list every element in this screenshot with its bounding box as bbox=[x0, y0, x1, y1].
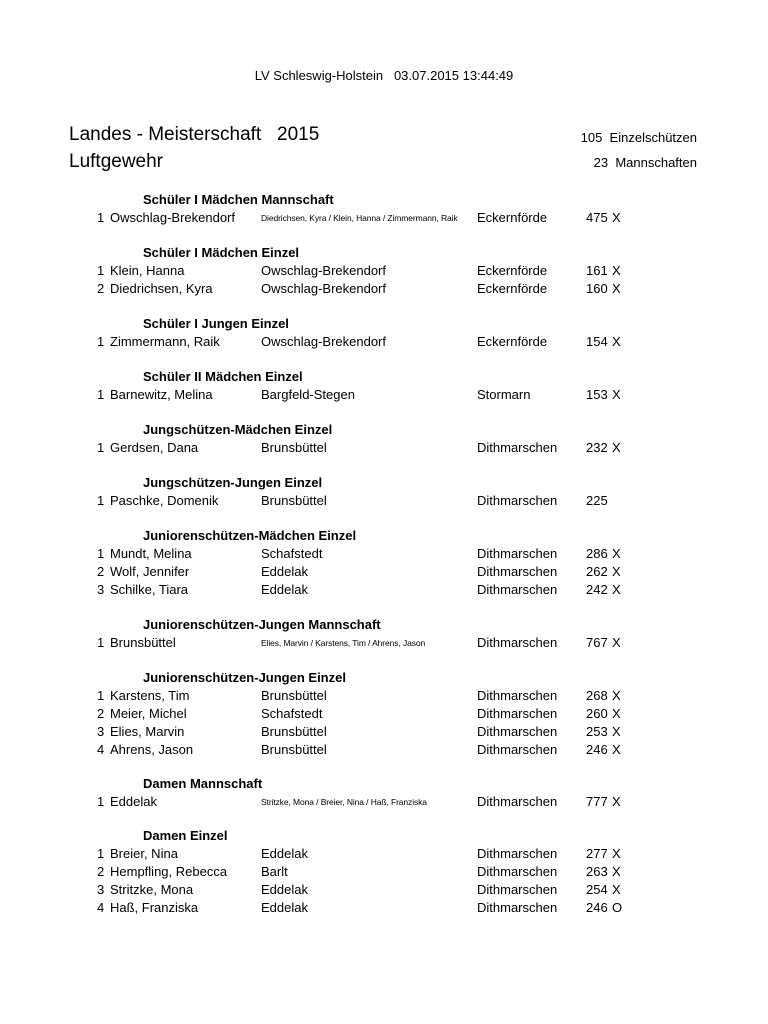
club: Owschlag-Brekendorf bbox=[261, 334, 386, 349]
mark: X bbox=[612, 724, 621, 739]
result-row bbox=[0, 900, 768, 918]
score: 160 bbox=[586, 281, 608, 296]
result-row bbox=[0, 794, 768, 812]
result-row bbox=[0, 493, 768, 511]
name: Zimmermann, Raik bbox=[110, 334, 220, 349]
club: Owschlag-Brekendorf bbox=[261, 263, 386, 278]
mark: X bbox=[612, 281, 621, 296]
result-row bbox=[0, 846, 768, 864]
section-heading: Schüler I Jungen Einzel bbox=[143, 316, 289, 331]
rank: 2 bbox=[97, 564, 105, 579]
rank: 4 bbox=[97, 900, 105, 915]
score: 475 bbox=[586, 210, 608, 225]
club: Brunsbüttel bbox=[261, 440, 327, 455]
mark: X bbox=[612, 794, 621, 809]
result-row bbox=[0, 582, 768, 600]
club: Barlt bbox=[261, 864, 288, 879]
score: 253 bbox=[586, 724, 608, 739]
section-heading: Juniorenschützen-Jungen Mannschaft bbox=[143, 617, 381, 632]
region: Dithmarschen bbox=[477, 546, 558, 561]
mark: O bbox=[612, 900, 623, 915]
rank: 1 bbox=[97, 493, 105, 508]
section-heading: Damen Mannschaft bbox=[143, 776, 263, 791]
score: 262 bbox=[586, 564, 608, 579]
rank: 2 bbox=[97, 281, 105, 296]
mark: X bbox=[612, 846, 621, 861]
score: 268 bbox=[586, 688, 608, 703]
name: Hempfling, Rebecca bbox=[110, 864, 228, 879]
score: 263 bbox=[586, 864, 608, 879]
name: Elies, Marvin bbox=[110, 724, 185, 739]
score: 246 bbox=[586, 742, 608, 757]
section-heading: Schüler I Mädchen Mannschaft bbox=[143, 192, 334, 207]
mark: X bbox=[612, 635, 621, 650]
result-row bbox=[0, 688, 768, 706]
result-row bbox=[0, 742, 768, 760]
result-row bbox=[0, 387, 768, 405]
region: Dithmarschen bbox=[477, 864, 558, 879]
rank: 1 bbox=[97, 635, 105, 650]
mark: X bbox=[612, 334, 621, 349]
mark: X bbox=[612, 882, 621, 897]
rank: 3 bbox=[97, 882, 105, 897]
club: Eddelak bbox=[261, 900, 308, 915]
region: Dithmarschen bbox=[477, 900, 558, 915]
result-row bbox=[0, 440, 768, 458]
result-row bbox=[0, 564, 768, 582]
name: Stritzke, Mona bbox=[110, 882, 194, 897]
region: Eckernförde bbox=[477, 281, 548, 296]
team-members: Elies, Marvin / Karstens, Tim / Ahrens, Jason bbox=[261, 638, 426, 648]
name: Gerdsen, Dana bbox=[110, 440, 199, 455]
name: Meier, Michel bbox=[110, 706, 187, 721]
result-row bbox=[0, 864, 768, 882]
rank: 1 bbox=[97, 334, 105, 349]
region: Dithmarschen bbox=[477, 688, 558, 703]
score: 242 bbox=[586, 582, 608, 597]
club: Brunsbüttel bbox=[261, 688, 327, 703]
result-row bbox=[0, 706, 768, 724]
mark: X bbox=[612, 210, 621, 225]
region: Dithmarschen bbox=[477, 493, 558, 508]
name: Paschke, Domenik bbox=[110, 493, 219, 508]
rank: 4 bbox=[97, 742, 105, 757]
rank: 2 bbox=[97, 864, 105, 879]
result-row bbox=[0, 210, 768, 228]
club: Brunsbüttel bbox=[261, 724, 327, 739]
region: Eckernförde bbox=[477, 263, 548, 278]
region: Dithmarschen bbox=[477, 706, 558, 721]
result-row bbox=[0, 546, 768, 564]
score: 232 bbox=[586, 440, 608, 455]
rank: 2 bbox=[97, 706, 105, 721]
report-date: 03.07.2015 bbox=[393, 68, 460, 83]
mark: X bbox=[612, 742, 621, 757]
mark: X bbox=[612, 546, 621, 561]
section-heading: Schüler I Mädchen Einzel bbox=[143, 245, 300, 260]
result-row bbox=[0, 281, 768, 299]
region: Dithmarschen bbox=[477, 846, 558, 861]
mark: X bbox=[612, 706, 621, 721]
score: 260 bbox=[586, 706, 608, 721]
name: Brunsbüttel bbox=[110, 635, 176, 650]
mark: X bbox=[612, 564, 621, 579]
name: Schilke, Tiara bbox=[110, 582, 189, 597]
result-row bbox=[0, 724, 768, 742]
score: 225 bbox=[586, 493, 608, 508]
club: Owschlag-Brekendorf bbox=[261, 281, 386, 296]
name: Owschlag-Brekendorf bbox=[110, 210, 235, 225]
section-heading: Jungschützen-Jungen Einzel bbox=[143, 475, 323, 490]
rank: 1 bbox=[97, 688, 105, 703]
rank: 1 bbox=[97, 794, 105, 809]
discipline-title: Luftgewehr bbox=[69, 151, 164, 172]
team-members: Diedrichsen, Kyra / Klein, Hanna / Zimmermann, Raik bbox=[261, 213, 458, 223]
club: Eddelak bbox=[261, 582, 308, 597]
score: 153 bbox=[586, 387, 608, 402]
club: Schafstedt bbox=[261, 706, 323, 721]
name: Breier, Nina bbox=[110, 846, 178, 861]
team-members: Stritzke, Mona / Breier, Nina / Haß, Franziska bbox=[261, 797, 427, 807]
section-heading: Jungschützen-Mädchen Einzel bbox=[143, 422, 333, 437]
name: Mundt, Melina bbox=[110, 546, 192, 561]
name: Klein, Hanna bbox=[110, 263, 185, 278]
name: Ahrens, Jason bbox=[110, 742, 194, 757]
club: Eddelak bbox=[261, 564, 308, 579]
score: 254 bbox=[586, 882, 608, 897]
club: Brunsbüttel bbox=[261, 493, 327, 508]
section-heading: Schüler II Mädchen Einzel bbox=[143, 369, 303, 384]
section-heading: Juniorenschützen-Mädchen Einzel bbox=[143, 528, 357, 543]
region: Eckernförde bbox=[477, 334, 548, 349]
rank: 3 bbox=[97, 582, 105, 597]
organization-name: LV Schleswig-Holstein bbox=[254, 68, 384, 83]
section-heading: Damen Einzel bbox=[143, 828, 228, 843]
championship-title: Landes - Meisterschaft 2015 bbox=[69, 124, 320, 145]
rank: 1 bbox=[97, 440, 105, 455]
region: Dithmarschen bbox=[477, 882, 558, 897]
club: Bargfeld-Stegen bbox=[261, 387, 355, 402]
result-row bbox=[0, 334, 768, 352]
region: Dithmarschen bbox=[477, 742, 558, 757]
name: Diedrichsen, Kyra bbox=[110, 281, 213, 296]
result-row bbox=[0, 263, 768, 281]
rank: 1 bbox=[97, 210, 105, 225]
score: 767 bbox=[586, 635, 608, 650]
individuals-count: 105 Einzelschützen bbox=[580, 130, 697, 145]
report-time: 13:44:49 bbox=[462, 68, 514, 83]
name: Barnewitz, Melina bbox=[110, 387, 213, 402]
region: Dithmarschen bbox=[477, 635, 558, 650]
section-heading: Juniorenschützen-Jungen Einzel bbox=[143, 670, 346, 685]
mark: X bbox=[612, 864, 621, 879]
rank: 1 bbox=[97, 263, 105, 278]
region: Dithmarschen bbox=[477, 440, 558, 455]
mark: X bbox=[612, 688, 621, 703]
club: Schafstedt bbox=[261, 546, 323, 561]
score: 286 bbox=[586, 546, 608, 561]
result-row bbox=[0, 635, 768, 653]
club: Brunsbüttel bbox=[261, 742, 327, 757]
region: Eckernförde bbox=[477, 210, 548, 225]
name: Karstens, Tim bbox=[110, 688, 190, 703]
score: 161 bbox=[586, 263, 608, 278]
mark: X bbox=[612, 387, 621, 402]
rank: 1 bbox=[97, 546, 105, 561]
rank: 1 bbox=[97, 387, 105, 402]
rank: 1 bbox=[97, 846, 105, 861]
teams-count: 23 Mannschaften bbox=[593, 155, 697, 170]
score: 154 bbox=[586, 334, 608, 349]
score: 246 bbox=[586, 900, 608, 915]
mark: X bbox=[612, 440, 621, 455]
region: Dithmarschen bbox=[477, 724, 558, 739]
club: Eddelak bbox=[261, 846, 308, 861]
region: Dithmarschen bbox=[477, 794, 558, 809]
region: Dithmarschen bbox=[477, 564, 558, 579]
name: Wolf, Jennifer bbox=[110, 564, 190, 579]
result-row bbox=[0, 882, 768, 900]
name: Eddelak bbox=[110, 794, 157, 809]
region: Dithmarschen bbox=[477, 582, 558, 597]
region: Stormarn bbox=[477, 387, 531, 402]
mark: X bbox=[612, 263, 621, 278]
mark: X bbox=[612, 582, 621, 597]
score: 777 bbox=[586, 794, 608, 809]
score: 277 bbox=[586, 846, 608, 861]
rank: 3 bbox=[97, 724, 105, 739]
club: Eddelak bbox=[261, 882, 308, 897]
name: Haß, Franziska bbox=[110, 900, 199, 915]
